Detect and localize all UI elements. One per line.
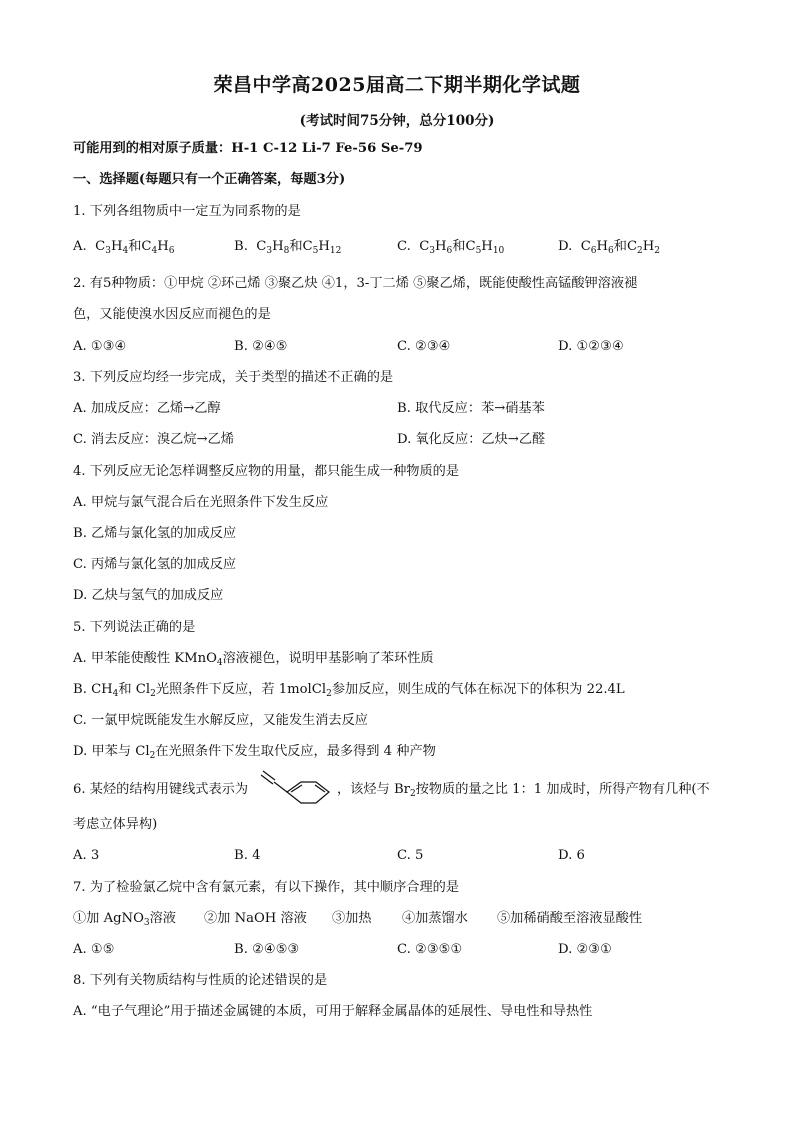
question-1-option-c: C. $C_3H_6$和$C_5H_{10}$ xyxy=(397,239,505,256)
section-heading: 一、选择题(每题只有一个正确答案，每题3分) xyxy=(73,172,346,187)
question-8-option-a: A. “电子气理论”用于描述金属键的本质，可用于解释金属晶体的延展性、导电性和导热性 xyxy=(73,1004,593,1019)
question-5-stem: 5. 下列说法正确的是 xyxy=(73,620,196,635)
question-7-operation-3: ③加热 xyxy=(332,911,372,926)
question-7-option-c: C. ②③⑤① xyxy=(397,942,463,957)
question-1-option-b: B. $C_3H_8$和$C_5H_{12}$ xyxy=(234,239,342,256)
question-5-option-c: C. 一氯甲烷既能发生水解反应，又能发生消去反应 xyxy=(73,713,368,728)
question-7-option-b: B. ②④⑤③ xyxy=(234,942,300,957)
question-5-option-b: B. $CH_4$和 $Cl_2$光照条件下反应，若 1molCl$_2$参加反应，则生成的气体在标况下的体积为 22.4L xyxy=(73,682,625,699)
exam-subtitle: (考试时间75分钟，总分100分) xyxy=(299,113,495,129)
question-7-operation-5: ⑤加稀硝酸至溶液显酸性 xyxy=(497,911,643,926)
skeletal-structure-image xyxy=(257,770,335,814)
question-7-operation-2: ②加 NaOH 溶液 xyxy=(204,911,307,926)
question-5-option-d: D. 甲苯与 $Cl_2$在光照条件下发生取代反应，最多得到 4 种产物 xyxy=(73,744,436,761)
question-3-option-b: B. 取代反应：苯→硝基苯 xyxy=(397,401,545,416)
question-4-option-b: B. 乙烯与氯化氢的加成反应 xyxy=(73,526,237,541)
question-2-stem-line-2: 色，又能使溴水因反应而褪色的是 xyxy=(73,307,271,322)
question-7-option-d: D. ②③① xyxy=(558,942,612,957)
question-2-option-d: D. ①②③④ xyxy=(558,339,624,354)
question-3-option-c: C. 消去反应：溴乙烷→乙烯 xyxy=(73,432,234,447)
atomic-masses: 可能用到的相对原子质量：H-1 C-12 Li-7 Fe-56 Se-79 xyxy=(73,141,423,156)
question-5-option-a: A. 甲苯能使酸性 KMnO$_4$溶液褪色，说明甲基影响了苯环性质 xyxy=(73,651,434,668)
question-2-stem-line-1: 2. 有5种物质：①甲烷 ②环己烯 ③聚乙炔 ④1，3-丁二烯 ⑤聚乙烯，既能使酸性高锰酸钾溶液褪 xyxy=(73,276,638,291)
question-6-option-a: A. 3 xyxy=(73,848,100,863)
question-3-option-d: D. 氧化反应：乙炔→乙醛 xyxy=(397,432,546,447)
question-4-option-a: A. 甲烷与氯气混合后在光照条件下发生反应 xyxy=(73,495,329,510)
question-6-option-b: B. 4 xyxy=(234,848,261,863)
question-7-stem: 7. 为了检验氯乙烷中含有氯元素，有以下操作，其中顺序合理的是 xyxy=(73,880,460,895)
question-1-option-d: D. $C_6H_6$和$C_2H_2$ xyxy=(558,239,661,256)
question-6-stem-line-2: 考虑立体异构) xyxy=(73,817,158,832)
question-6-stem-post: ，该烃与 $Br_2$按物质的量之比 1：1 加成时，所得产物有几种(不 xyxy=(337,782,710,799)
question-6-option-d: D. 6 xyxy=(558,848,585,863)
question-3-option-a: A. 加成反应：乙烯→乙醇 xyxy=(73,401,221,416)
question-4-option-c: C. 丙烯与氯化氢的加成反应 xyxy=(73,557,237,572)
question-6-stem-pre: 6. 某烃的结构用键线式表示为 xyxy=(73,782,249,797)
question-3-stem: 3. 下列反应均经一步完成，关于类型的描述不正确的是 xyxy=(73,370,394,385)
question-6-option-c: C. 5 xyxy=(397,848,424,863)
question-8-stem: 8. 下列有关物质结构与性质的论述错误的是 xyxy=(73,973,328,988)
question-7-operation-4: ④加蒸馏水 xyxy=(402,911,468,926)
question-7-operation-1: ①加 AgNO$_3$溶液 xyxy=(73,911,176,928)
question-7-option-a: A. ①⑤ xyxy=(73,942,115,957)
question-1-stem: 1. 下列各组物质中一定互为同系物的是 xyxy=(73,204,301,219)
question-2-option-c: C. ②③④ xyxy=(397,339,451,354)
question-4-option-d: D. 乙炔与氢气的加成反应 xyxy=(73,588,224,603)
question-4-stem: 4. 下列反应无论怎样调整反应物的用量，都只能生成一种物质的是 xyxy=(73,464,460,479)
question-2-option-b: B. ②④⑤ xyxy=(234,339,288,354)
exam-title: 荣昌中学高2025届高二下期半期化学试题 xyxy=(213,74,581,96)
question-1-option-a: A. $C_3H_4$和$C_4H_6$ xyxy=(73,239,175,256)
question-2-option-a: A. ①③④ xyxy=(73,339,127,354)
